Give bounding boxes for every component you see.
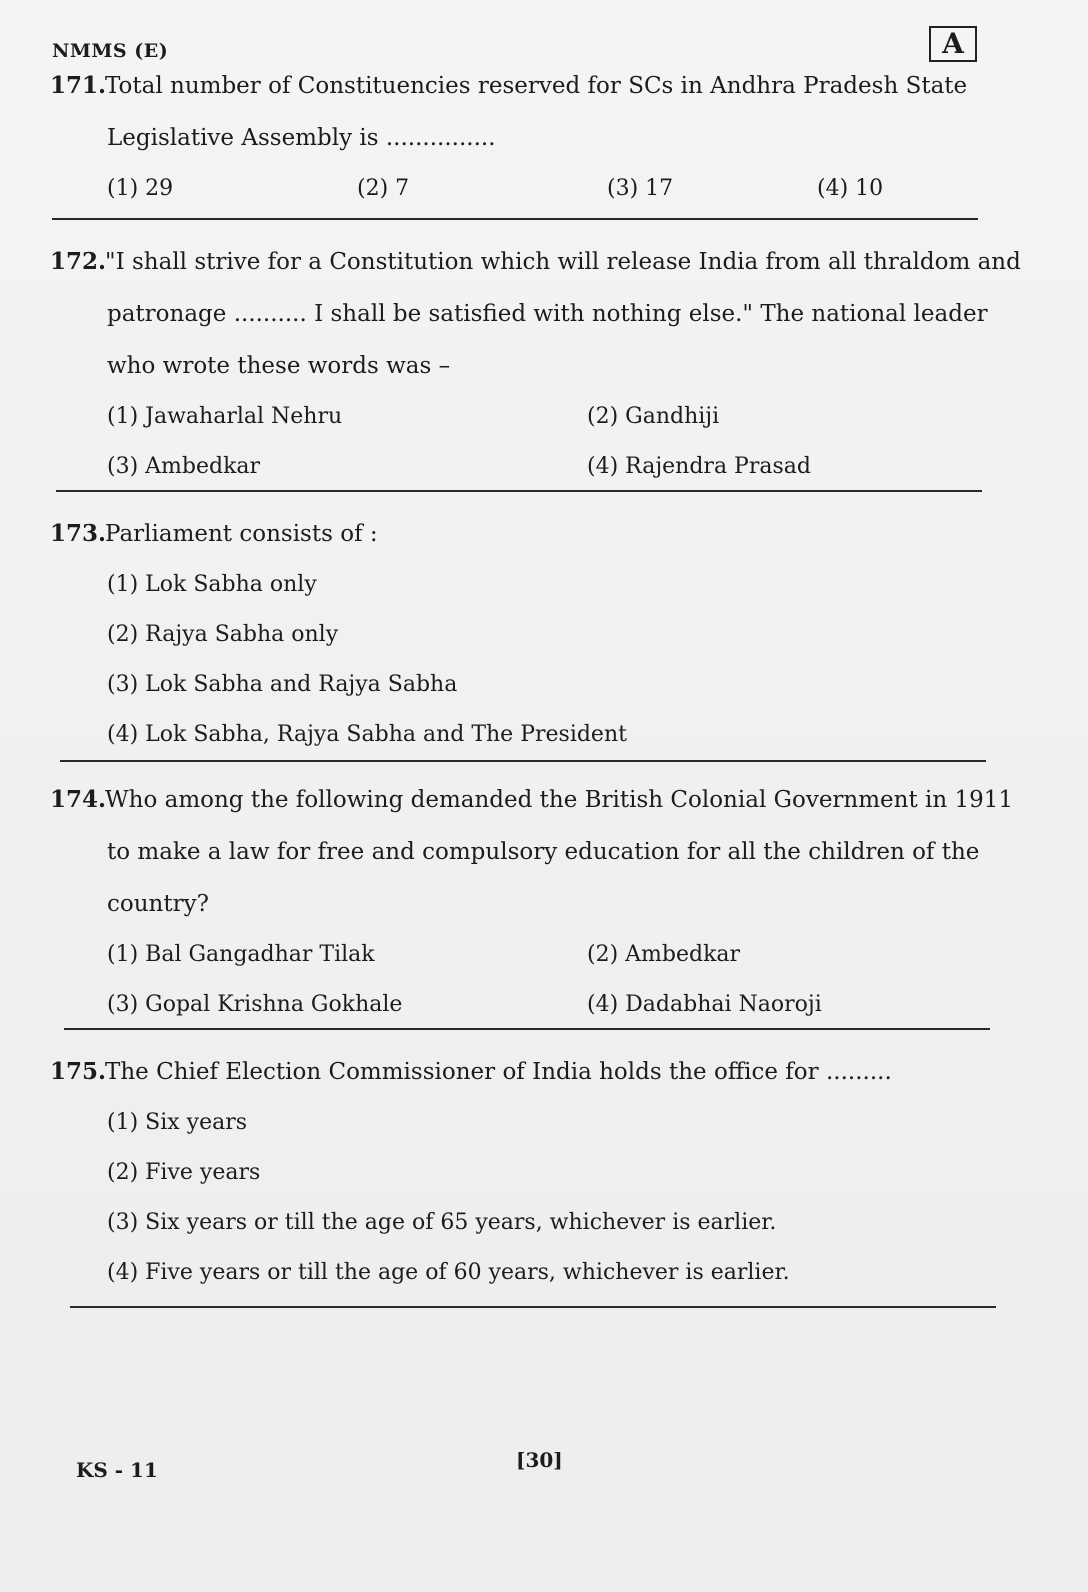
option-3: (3) Ambedkar bbox=[107, 454, 261, 479]
question-text: who wrote these words was – bbox=[107, 353, 451, 379]
question-text: Who among the following demanded the British Colonial Government in 1911 bbox=[105, 787, 1014, 813]
divider bbox=[70, 1306, 996, 1308]
options-row bbox=[50, 164, 990, 214]
page-number: [30] bbox=[516, 1448, 563, 1472]
option-1: (1) Jawaharlal Nehru bbox=[107, 404, 343, 429]
question-text: Total number of Constituencies reserved for SCs in Andhra Pradesh State bbox=[105, 73, 968, 99]
option-1: (1) Bal Gangadhar Tilak bbox=[107, 942, 375, 967]
option-2: (2) Five years bbox=[107, 1160, 261, 1185]
option-2: (2) 7 bbox=[357, 176, 410, 201]
exam-code: NMMS (E) bbox=[52, 40, 169, 62]
option-3: (3) Gopal Krishna Gokhale bbox=[107, 992, 403, 1017]
question-text: to make a law for free and compulsory education for all the children of the bbox=[107, 839, 980, 865]
question-173 bbox=[50, 508, 990, 760]
options-row bbox=[50, 930, 990, 980]
option-4: (4) Dadabhai Naoroji bbox=[587, 992, 822, 1017]
footer-code: KS - 11 bbox=[76, 1458, 158, 1482]
question-text: "I shall strive for a Constitution which will release India from all thraldom and bbox=[105, 249, 1021, 275]
question-174 bbox=[50, 774, 1014, 1030]
question-text: Legislative Assembly is ............... bbox=[107, 125, 496, 151]
question-text: The Chief Election Commissioner of India holds the office for ......... bbox=[105, 1059, 892, 1085]
divider bbox=[64, 1028, 990, 1030]
option-2: (2) Ambedkar bbox=[587, 942, 741, 967]
option-4: (4) Lok Sabha, Rajya Sabha and The President bbox=[107, 722, 627, 747]
options-row bbox=[50, 392, 990, 442]
question-text: country? bbox=[107, 891, 209, 917]
options-row bbox=[50, 980, 990, 1030]
option-4: (4) 10 bbox=[817, 176, 884, 201]
option-2: (2) Gandhiji bbox=[587, 404, 720, 429]
option-1: (1) Six years bbox=[107, 1110, 248, 1135]
series-label: A bbox=[929, 26, 977, 62]
divider bbox=[52, 218, 978, 220]
option-1: (1) Lok Sabha only bbox=[107, 572, 317, 597]
question-175 bbox=[50, 1046, 990, 1298]
question-number: 171. bbox=[50, 72, 107, 99]
option-4: (4) Five years or till the age of 60 years, whichever is earlier. bbox=[107, 1260, 790, 1285]
question-text: Parliament consists of : bbox=[105, 521, 378, 547]
question-number: 174. bbox=[50, 786, 107, 813]
option-3: (3) Six years or till the age of 65 years, whichever is earlier. bbox=[107, 1210, 777, 1235]
question-number: 172. bbox=[50, 248, 107, 275]
option-4: (4) Rajendra Prasad bbox=[587, 454, 811, 479]
question-text: patronage .......... I shall be satisfied with nothing else." The national leader bbox=[107, 301, 988, 327]
question-172 bbox=[50, 236, 1021, 492]
divider bbox=[56, 490, 982, 492]
options-row bbox=[50, 442, 990, 492]
option-1: (1) 29 bbox=[107, 176, 174, 201]
option-3: (3) 17 bbox=[607, 176, 674, 201]
divider bbox=[60, 760, 986, 762]
question-number: 173. bbox=[50, 520, 107, 547]
question-171 bbox=[50, 60, 990, 214]
option-2: (2) Rajya Sabha only bbox=[107, 622, 339, 647]
option-3: (3) Lok Sabha and Rajya Sabha bbox=[107, 672, 458, 697]
question-number: 175. bbox=[50, 1058, 107, 1085]
